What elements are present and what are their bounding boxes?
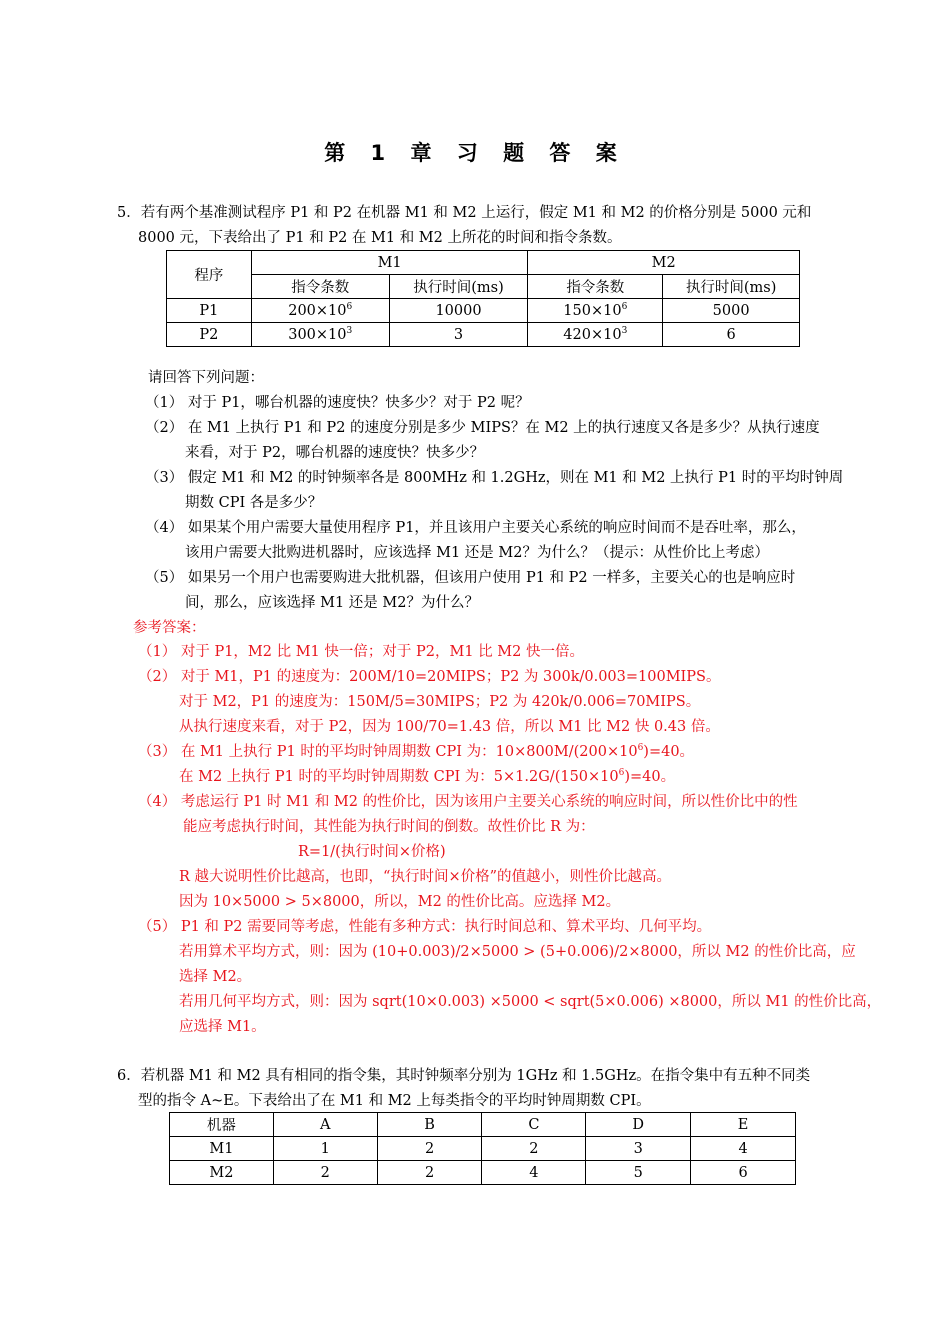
answer-4-line-4: R 越大说明性价比越高，也即，“执行时间×价格”的值越小，则性价比越高。: [179, 869, 671, 885]
q5-intro-line-2: 8000 元，下表给出了 P1 和 P2 在 M1 和 M2 上所花的时间和指令条数。: [138, 230, 622, 246]
q5-question-2-cont: 来看，对于 P2，哪台机器的速度快？快多少？: [185, 445, 485, 461]
answer-2-line-2: 对于 M2，P1 的速度为：150M/5=30MIPS；P2 为 420k/0.006=70MIPS。: [179, 694, 701, 710]
table-row: [167, 299, 800, 323]
q5-header-m1: M1: [251, 251, 528, 275]
answer-heading: 参考答案：: [133, 620, 206, 636]
q6-header-machine: 机器: [170, 1113, 274, 1137]
table-cell: 4: [482, 1161, 586, 1185]
q5-question-4: （4） 如果某个用户需要大量使用程序 P1，并且该用户主要关心系统的响应时间而不是吞吐率，那么，: [145, 520, 806, 536]
answer-5-line-4: 若用几何平均方式，则：因为 sqrt(10×0.003) ×5000 < sqrt(5×0.006) ×8000，所以 M1 的性价比高，: [179, 994, 882, 1010]
table-cell: 2: [273, 1161, 377, 1185]
answer-3-line-2: 在 M2 上执行 P1 时的平均时钟周期数 CPI 为：$5\times 1.2G/(150\times 10^6)=40$。: [179, 768, 676, 785]
table-row: [170, 1137, 796, 1161]
q6-intro-line-1: 6．若机器 M1 和 M2 具有相同的指令集，其时钟频率分别为 1GHz 和 1.5GHz。在指令集中有五种不同类: [117, 1068, 811, 1084]
table-cell: 2: [377, 1161, 482, 1185]
q5-question-3: （3） 假定 M1 和 M2 的时钟频率各是 800MHz 和 1.2GHz，则在 M1 和 M2 上执行 P1 时的平均时钟周: [145, 470, 844, 486]
table-cell: M2: [170, 1161, 274, 1185]
q5-header-m2-time: 执行时间(ms): [663, 275, 800, 299]
answer-5-line-1: （5） P1 和 P2 需要同等考虑，性能有多种方式：执行时间总和、算术平均、几何平均。: [138, 919, 712, 935]
q5-question-2: （2） 在 M1 上执行 P1 和 P2 的速度分别是多少 MIPS？在 M2 上的执行速度又各是多少？从执行速度: [145, 420, 820, 436]
answer-3-line-1: （3） 在 M1 上执行 P1 时的平均时钟周期数 CPI 为：$10\times 800M/(200\times 10^6)=40$。: [138, 743, 695, 760]
q5-header-m1-time: 执行时间(ms): [389, 275, 528, 299]
q5-p1-m2-instr: $150\times 10^6$: [528, 299, 663, 323]
table-header-row: [170, 1113, 796, 1137]
q5-question-5: （5） 如果另一个用户也需要购进大批机器，但该用户使用 P1 和 P2 一样多，主要关心的也是响应时: [145, 570, 796, 586]
q5-question-1: （1） 对于 P1，哪台机器的速度快？快多少？对于 P2 呢？: [145, 395, 530, 411]
q6-intro-line-2: 型的指令 A~E。下表给出了在 M1 和 M2 上每类指令的平均时钟周期数 CPI。: [138, 1093, 651, 1109]
answer-4-line-1: （4） 考虑运行 P1 时 M1 和 M2 的性价比，因为该用户主要关心系统的响应时间，所以性价比中的性: [138, 794, 798, 810]
q5-question-4-cont: 该用户需要大批购进机器时，应该选择 M1 还是 M2？为什么？（提示：从性价比上考虑）: [185, 545, 769, 561]
q5-p2-m2-time: 6: [663, 323, 800, 347]
q5-header-m2-instr: 指令条数: [528, 275, 663, 299]
q5-table: [166, 250, 800, 347]
answer-1: （1） 对于 P1，M2 比 M1 快一倍；对于 P2，M1 比 M2 快一倍。: [138, 644, 584, 660]
answer-2-line-3: 从执行速度来看，对于 P2，因为 100/70=1.43 倍，所以 M1 比 M2 快 0.43 倍。: [179, 719, 720, 735]
q6-header-c: C: [482, 1113, 586, 1137]
table-cell: 2: [482, 1137, 586, 1161]
table-cell: 5: [586, 1161, 691, 1185]
q6-header-e: E: [691, 1113, 796, 1137]
q5-p1-m2-time: 5000: [663, 299, 800, 323]
q5-question-3-cont: 期数 CPI 各是多少？: [185, 495, 323, 511]
q5-p2-m1-time: 3: [389, 323, 528, 347]
table-cell: 6: [691, 1161, 796, 1185]
table-cell: 2: [377, 1137, 482, 1161]
page-title: 第 1 章 习 题 答 案: [324, 141, 626, 165]
q5-header-m1-instr: 指令条数: [251, 275, 389, 299]
table-row: [167, 323, 800, 347]
q5-p2-m2-instr: $420\times 10^3$: [528, 323, 663, 347]
answer-5-line-3: 选择 M2。: [179, 969, 252, 985]
q5-intro-line-1: 5．若有两个基准测试程序 P1 和 P2 在机器 M1 和 M2 上运行，假定 M1 和 M2 的价格分别是 5000 元和: [117, 205, 812, 221]
q5-p2-name: P2: [167, 323, 252, 347]
q5-p1-name: P1: [167, 299, 252, 323]
answer-4-line-5: 因为 10×5000 > 5×8000，所以，M2 的性价比高。应选择 M2。: [179, 894, 621, 910]
table-cell: 4: [691, 1137, 796, 1161]
q5-p1-m1-instr: $200\times 10^6$: [251, 299, 389, 323]
q5-header-m2: M2: [528, 251, 800, 275]
table-cell: 1: [273, 1137, 377, 1161]
answer-5-line-2: 若用算术平均方式，则：因为 (10+0.003)/2×5000 > (5+0.006)/2×8000，所以 M2 的性价比高，应: [179, 944, 856, 960]
q5-p2-m1-instr: $300\times 10^3$: [251, 323, 389, 347]
q5-header-program: 程序: [167, 251, 252, 299]
q6-table: [169, 1112, 796, 1185]
q6-header-d: D: [586, 1113, 691, 1137]
q6-header-b: B: [377, 1113, 482, 1137]
q5-p1-m1-time: 10000: [389, 299, 528, 323]
q5-question-prompt: 请回答下列问题：: [148, 370, 264, 386]
answer-2-line-1: （2） 对于 M1，P1 的速度为：200M/10=20MIPS；P2 为 300k/0.003=100MIPS。: [138, 669, 721, 685]
answer-5-line-5: 应选择 M1。: [179, 1019, 266, 1035]
q5-question-5-cont: 间，那么，应该选择 M1 还是 M2？为什么？: [185, 595, 479, 611]
table-cell: M1: [170, 1137, 274, 1161]
q6-header-a: A: [273, 1113, 377, 1137]
table-cell: 3: [586, 1137, 691, 1161]
answer-4-formula: R=1/(执行时间×价格): [298, 844, 446, 860]
table-row: [170, 1161, 796, 1185]
answer-4-line-2: 能应考虑执行时间，其性能为执行时间的倒数。故性价比 R 为：: [183, 819, 595, 835]
